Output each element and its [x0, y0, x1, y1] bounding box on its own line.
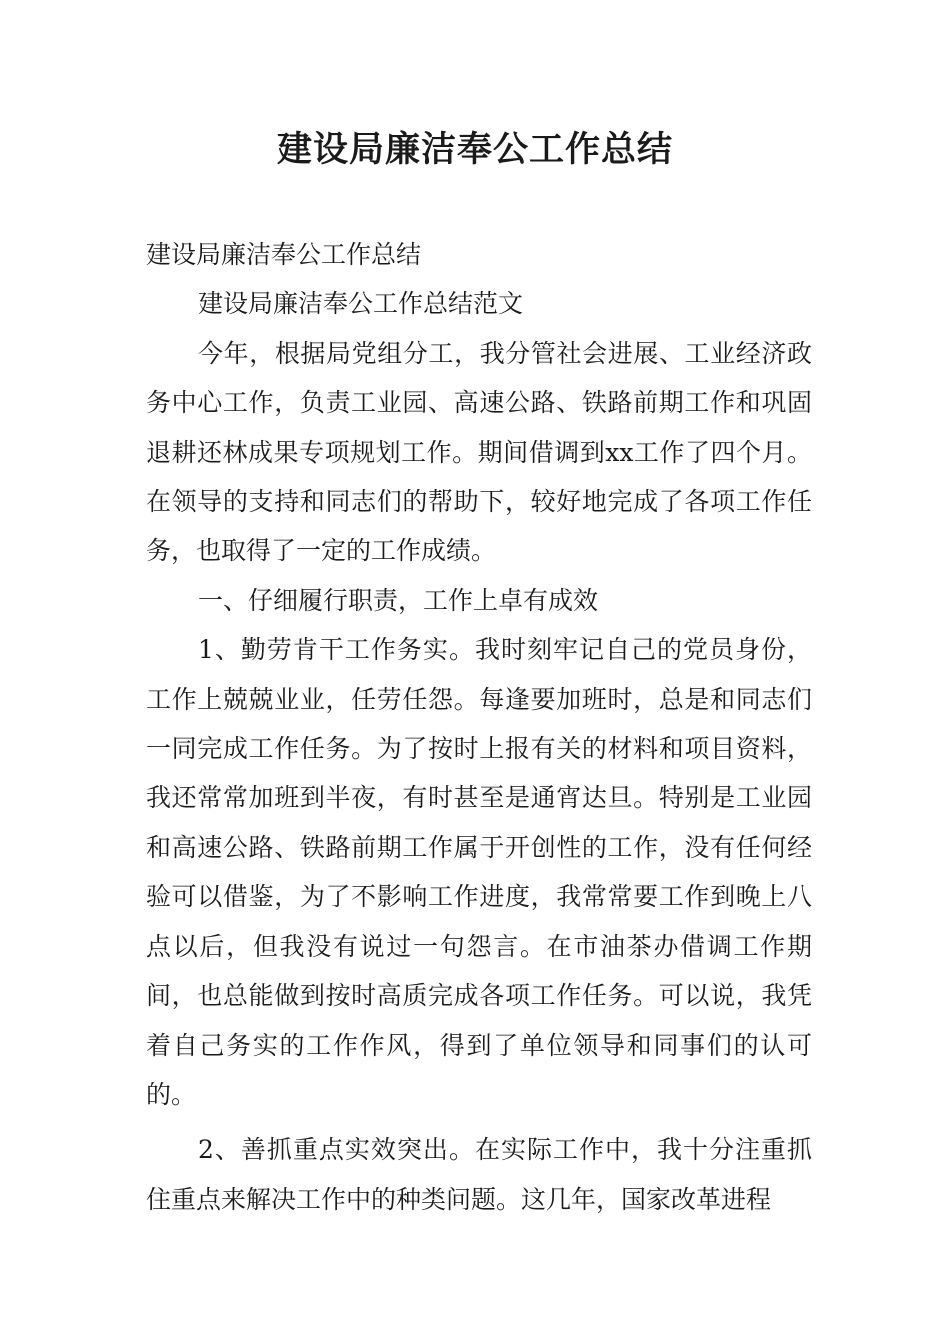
- paragraph-intro: 今年，根据局党组分工，我分管社会进展、工业经济政务中心工作，负责工业园、高速公路、铁路前期工作和巩固退耕还林成果专项规划工作。期间借调到xx工作了四个月。在领导的支持和同志们的帮助下，较好地完成了各项工作任务，也取得了一定的工作成绩。: [146, 338, 812, 566]
- document-subtitle: 建设局廉洁奉公工作总结: [146, 240, 422, 269]
- document-body: [146, 230, 812, 1224]
- document-title: 建设局廉洁奉公工作总结: [276, 130, 673, 170]
- paragraph-item-1: 1、勤劳肯干工作务实。我时刻牢记自己的党员身份，工作上兢兢业业，任劳任怨。每逢要加班时，总是和同志们一同完成工作任务。为了按时上报有关的材料和项目资料，我还常常加班到半夜，有时甚至是通宵达旦。特别是工业园和高速公路、铁路前期工作属于开创性的工作，没有任何经验可以借鉴，为了不影响工作进度，我常常要工作到晚上八点以后，但我没有说过一句怨言。在市油茶办借调工作期间，也总能做到按时高质完成各项工作任务。可以说，我凭着自己务实的工作作风，得到了单位领导和同事们的认可的。: [146, 635, 812, 1109]
- paragraph-item-2: 2、善抓重点实效突出。在实际工作中，我十分注重抓住重点来解决工作中的种类问题。这几年，国家改革进程: [146, 1135, 812, 1214]
- document-subheading: 建设局廉洁奉公工作总结范文: [198, 289, 524, 319]
- section-heading-1: 一、仔细履行职责，工作上卓有成效: [198, 585, 599, 615]
